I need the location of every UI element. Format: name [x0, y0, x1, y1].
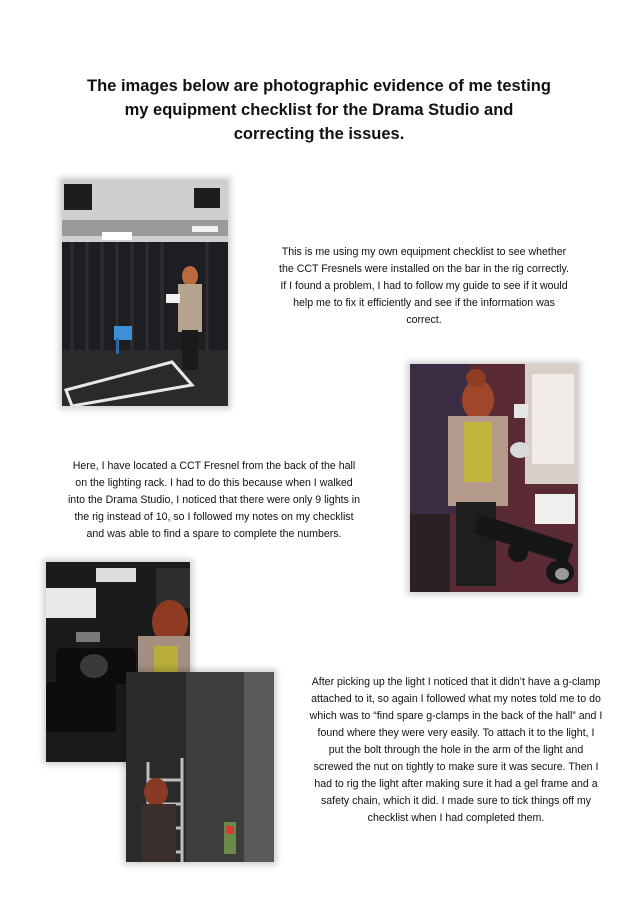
paragraph-line: correct. — [406, 314, 442, 326]
paragraph-line: put the bolt through the hole in the arm of the light and — [328, 744, 584, 756]
paragraph-line: This is me using my own equipment checklist to see whether — [281, 246, 567, 258]
paragraph-line: which was to “find spare g-clamps in the back of the hall” and I — [309, 710, 603, 722]
paragraph-line: the CCT Fresnels were installed on the bar in the rig correctly. — [279, 263, 569, 275]
paragraph-line: After picking up the light I noticed that it didn’t have a g-clamp — [311, 676, 601, 688]
paragraph-checklist-testing — [252, 244, 596, 329]
paragraph-line: safety chain, which it did. I made sure to tick things off my — [320, 795, 592, 807]
rigging-light-photo — [126, 672, 274, 862]
paragraph-line: Here, I have located a CCT Fresnel from the back of the hall — [72, 460, 356, 472]
paragraph-line: found where they were very easily. To attach it to the light, I — [317, 727, 595, 739]
paragraph-line: had to rig the light after making sure it had a gel frame and a — [314, 778, 598, 790]
heading-line: The images below are photographic evidence of me testing — [87, 77, 551, 95]
paragraph-line: checklist when I had completed them. — [367, 812, 545, 824]
page-heading — [60, 74, 578, 146]
paragraph-line: screwed the nut on tightly to make sure it was secure. Then I — [313, 761, 599, 773]
paragraph-line: help me to fix it efficiently and see if the information was — [293, 297, 555, 309]
studio-checklist-photo — [62, 180, 228, 406]
paragraph-locating-fresnel — [44, 458, 384, 543]
heading-line: correcting the issues. — [233, 125, 405, 143]
paragraph-line: the rig instead of 10, so I followed my notes on my checklist — [74, 511, 354, 523]
paragraph-line: into the Drama Studio, I noticed that there were only 9 lights in — [67, 494, 361, 506]
paragraph-line: on the lighting rack. I had to do this because when I walked — [75, 477, 353, 489]
heading-line: my equipment checklist for the Drama Studio and — [124, 101, 514, 119]
lighting-rack-photo — [410, 364, 578, 592]
paragraph-line: attached to it, so again I followed what my notes told me to do — [311, 693, 601, 705]
paragraph-g-clamp — [286, 674, 626, 827]
paragraph-line: If I found a problem, I had to follow my guide to see if it would — [280, 280, 568, 292]
paragraph-line: and was able to find a spare to complete the numbers. — [86, 528, 342, 540]
